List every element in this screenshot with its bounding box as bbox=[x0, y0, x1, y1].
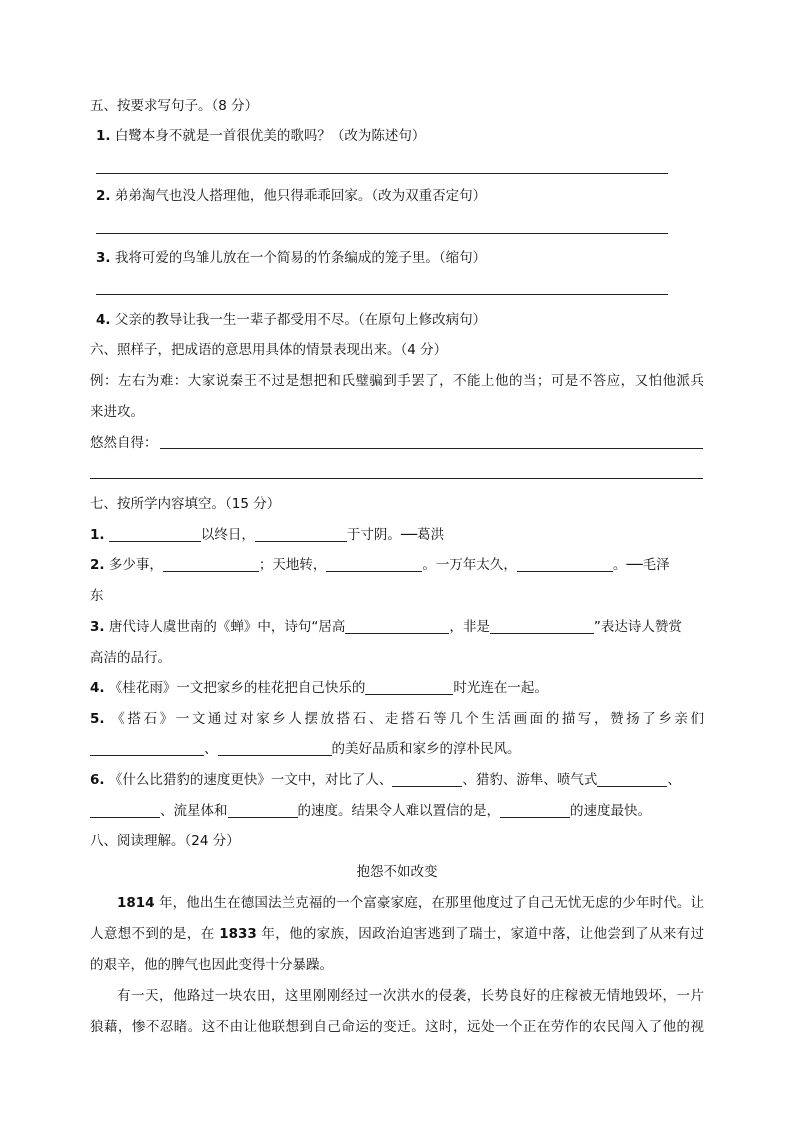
s7-question-1 bbox=[90, 525, 444, 545]
s7-question-4 bbox=[90, 678, 548, 698]
text-fragment: 人意想不到的是，在 bbox=[90, 926, 220, 942]
answer-line[interactable] bbox=[90, 478, 703, 479]
text-fragment: 时光连在一起。 bbox=[453, 680, 548, 696]
s7-question-3 bbox=[90, 617, 682, 637]
fill-blank[interactable] bbox=[163, 557, 259, 572]
text-fragment: 《什么比猎豹的速度更快》一文中，对比了人、 bbox=[108, 772, 393, 788]
fill-blank[interactable] bbox=[392, 772, 462, 787]
text-fragment: 《搭石》一文通过对家乡人摆放搭石、走搭石等几个生活画面的描写，赞扬了乡亲们 bbox=[111, 711, 705, 727]
text-fragment: 的美好品质和家乡的淳朴民风。 bbox=[331, 741, 521, 757]
s5-question-1 bbox=[96, 126, 425, 146]
question-number: 1. bbox=[96, 128, 111, 144]
example-line-1: 例：左右为难：大家说秦王不过是想把和氏璧骗到手罢了，不能上他的当；可是不答应，又怕他派兵 bbox=[90, 373, 704, 389]
question-number: 3. bbox=[96, 250, 111, 266]
section-6-heading: 六、照样子，把成语的意思用具体的情景表现出来。（4 分） bbox=[90, 342, 448, 358]
fill-blank[interactable] bbox=[255, 527, 347, 542]
question-number: 4. bbox=[90, 680, 105, 696]
question-number: 2. bbox=[96, 188, 111, 204]
s5-question-3 bbox=[96, 248, 486, 268]
text-fragment: ”表达诗人赞赏 bbox=[593, 619, 682, 635]
text-fragment: 、 bbox=[667, 772, 681, 788]
fill-blank[interactable] bbox=[517, 557, 613, 572]
text-fragment: 的速度。结果令人难以置信的是， bbox=[297, 803, 500, 819]
s7-question-6-wrap bbox=[90, 801, 651, 821]
year: 1833 bbox=[219, 926, 257, 942]
section-5-heading: 五、按要求写句子。（8 分） bbox=[90, 98, 259, 114]
text-fragment: ；天地转， bbox=[258, 557, 327, 573]
text-fragment: 多少事， bbox=[108, 557, 163, 573]
text-fragment: 于寸阴。──葛洪 bbox=[346, 527, 445, 543]
s5-question-2 bbox=[96, 186, 486, 206]
text-fragment: 《桂花雨》一文把家乡的桂花把自己快乐的 bbox=[108, 680, 366, 696]
answer-line[interactable] bbox=[160, 448, 703, 449]
fill-blank[interactable] bbox=[326, 557, 422, 572]
question-text: 父亲的教导让我一生一辈子都受用不尽。（在原句上修改病句） bbox=[114, 312, 487, 328]
year: 1814 bbox=[117, 895, 155, 911]
s7-question-2-wrap: 东 bbox=[90, 588, 104, 604]
question-number: 6. bbox=[90, 772, 105, 788]
question-text: 我将可爱的鸟雏儿放在一个简易的竹条编成的笼子里。（缩句） bbox=[114, 250, 487, 266]
fill-blank[interactable] bbox=[345, 619, 449, 634]
text-fragment: 以终日， bbox=[200, 527, 255, 543]
s7-question-3-wrap: 高洁的品行。 bbox=[90, 650, 171, 666]
text-fragment: 唐代诗人虞世南的《蝉》中，诗句“居高 bbox=[108, 619, 346, 635]
text-fragment: 。──毛泽 bbox=[612, 557, 670, 573]
text-fragment: 的速度最快。 bbox=[570, 803, 651, 819]
text-fragment: 年，他的家族，因政治迫害逃到了瑞士，家道中落，让他尝到了从来有过 bbox=[256, 926, 704, 942]
fill-blank[interactable] bbox=[365, 680, 453, 695]
fill-blank[interactable] bbox=[90, 741, 204, 756]
section-8-heading: 八、阅读理解。（24 分） bbox=[90, 833, 240, 849]
text-fragment: ，非是 bbox=[449, 619, 490, 635]
question-number: 1. bbox=[90, 527, 105, 543]
fill-blank[interactable] bbox=[490, 619, 594, 634]
example-line-2: 来进攻。 bbox=[90, 404, 144, 420]
idiom-prompt: 悠然自得： bbox=[90, 435, 158, 451]
section-7-heading: 七、按所学内容填空。（15 分） bbox=[90, 496, 281, 512]
s5-question-4 bbox=[96, 310, 486, 330]
text-fragment: 、流星体和 bbox=[160, 803, 228, 819]
passage-para1-line1 bbox=[90, 893, 704, 913]
text-fragment: 。一万年太久， bbox=[422, 557, 517, 573]
question-number: 5. bbox=[90, 711, 105, 727]
s7-question-5-wrap bbox=[90, 739, 521, 759]
fill-blank[interactable] bbox=[90, 803, 160, 818]
question-number: 2. bbox=[90, 557, 105, 573]
answer-line[interactable] bbox=[96, 294, 668, 295]
passage-para1-line3: 的艰辛，他的脾气也因此变得十分暴躁。 bbox=[90, 957, 333, 973]
question-text: 白鹭本身不就是一首很优美的歌吗？（改为陈述句） bbox=[114, 128, 426, 144]
fill-blank[interactable] bbox=[228, 803, 298, 818]
question-number: 4. bbox=[96, 312, 111, 328]
answer-line[interactable] bbox=[96, 173, 668, 174]
text-fragment: 年，他出生在德国法兰克福的一个富豪家庭，在那里他度过了自己无忧无虑的少年时代。让 bbox=[154, 895, 704, 911]
fill-blank[interactable] bbox=[597, 772, 667, 787]
question-number: 3. bbox=[90, 619, 105, 635]
passage-para2-line1: 有一天，他路过一块农田，这里刚刚经过一次洪水的侵袭，长势良好的庄稼被无情地毁坏，一片 bbox=[117, 988, 704, 1004]
fill-blank[interactable] bbox=[218, 741, 332, 756]
answer-line[interactable] bbox=[96, 233, 668, 234]
s7-question-5 bbox=[90, 709, 704, 729]
s7-question-2 bbox=[90, 555, 670, 575]
passage-para1-line2 bbox=[90, 924, 704, 944]
text-fragment: 、 bbox=[204, 741, 218, 757]
passage-para2-line2: 狼藉，惨不忍睹。这不由让他联想到自己命运的变迁。这时，远处一个正在劳作的农民闯入了他的视 bbox=[90, 1019, 704, 1035]
fill-blank[interactable] bbox=[500, 803, 570, 818]
s7-question-6 bbox=[90, 770, 681, 790]
question-text: 弟弟淘气也没人搭理他，他只得乖乖回家。（改为双重否定句） bbox=[114, 188, 487, 204]
text-fragment: 、猎豹、游隼、喷气式 bbox=[462, 772, 598, 788]
passage-title: 抱怨不如改变 bbox=[356, 864, 438, 880]
fill-blank[interactable] bbox=[109, 527, 201, 542]
